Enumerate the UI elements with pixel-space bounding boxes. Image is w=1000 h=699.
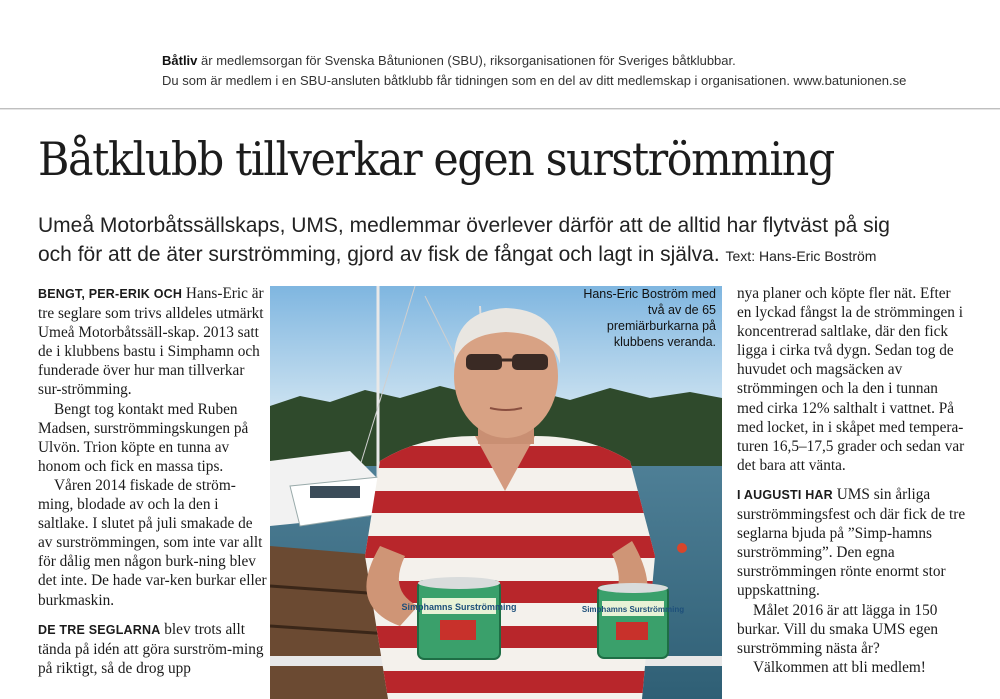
article-headline: Båtklubb tillverkar egen surströmming xyxy=(38,132,834,186)
paragraph xyxy=(737,485,967,601)
info-line-1-text: är medlemsorgan för Svenska Båtunionen (SBU), riksorganisationen för Sveriges båtklubbar. xyxy=(197,53,736,68)
paragraph-text: Hans-Eric är tre seglare som trivs alldeles utmärkt Umeå Motorbåtssäll-skap. 2013 satt de i klubbens bastu i Simphamn och funderade över hur man tillverkar sur-strömming. xyxy=(38,285,264,399)
paragraph-lead-in: DE TRE SEGLARNA xyxy=(38,622,161,637)
paragraph xyxy=(38,620,270,678)
paragraph: Bengt tog kontakt med Ruben Madsen, surströmmingskungen på Ulvön. Trion köpte en tunna av honom och fick en massa tips. xyxy=(38,400,249,475)
info-line-1 xyxy=(162,53,982,68)
photo-caption: Hans-Eric Boström med två av de 65 premiärburkarna på klubbens veranda. xyxy=(583,287,716,349)
article-photo xyxy=(270,286,722,699)
info-line-2: Du som är medlem i en SBU-ansluten båtklubb får tidningen som en del av ditt medlemskap i organisationen. www.batunionen.se xyxy=(162,73,907,88)
paragraph-text: blev trots allt tända på idén att göra surström-ming på riktigt, så de drog upp xyxy=(38,620,264,677)
text-column-right xyxy=(737,284,967,677)
paragraph: Välkommen att bli medlem! xyxy=(753,658,926,676)
paragraph-lead-in: BENGT, PER-ERIK OCH xyxy=(38,287,183,301)
can-left xyxy=(401,577,516,659)
sunglasses xyxy=(466,354,502,370)
can-label-text: Simphamns Surströmming xyxy=(401,602,517,612)
lead-line-2-text: och för att de äter surströmming, gjord av fisk de fångat och lagt in själva. xyxy=(38,243,720,266)
boat-window xyxy=(310,486,360,498)
lead-line-2 xyxy=(38,240,983,271)
byline: Text: Hans-Eric Boström xyxy=(725,248,877,264)
lead-line-1: Umeå Motorbåtssällskaps, UMS, medlemmar överlever därför att de alltid har flytväst på sig xyxy=(38,214,890,237)
buoy xyxy=(677,543,687,553)
masthead-info-bar xyxy=(0,0,1000,109)
magazine-name: Båtliv xyxy=(162,53,198,68)
paragraph: nya planer och köpte fler nät. Efter en lyckad fångst la de strömmingen i koncentrerad saltlake, där den fick ligga i cirka två dygn. Sedan tog de huvudet och magsäcken av strömmingen och la den i tunnan med cirka 12% salthalt i vattnet. På med locket, in i skåpet med tempera-turen 16,5–17,5 grader och sedan var det bara att vänta. xyxy=(737,285,965,474)
can-right xyxy=(582,583,684,658)
article-lead xyxy=(38,211,983,271)
sunglasses xyxy=(512,354,548,370)
can-label-text: Simphamns Surströmming xyxy=(581,605,685,614)
paragraph xyxy=(38,284,270,400)
paragraph-lead-in: I AUGUSTI HAR xyxy=(737,487,833,502)
text-column-left xyxy=(38,284,270,678)
paragraph: Våren 2014 fiskade de ström-ming, blodade av och la den i saltlake. I slutet på juli smakade de av surströmmingen, som inte var allt för dålig men någon burk-ning blev det inte. De hade var-ken burkar eller burkmaskin. xyxy=(38,476,267,609)
paragraph: Målet 2016 är att lägga in 150 burkar. Vill du smaka UMS egen surströmming nästa år? xyxy=(737,601,939,657)
paragraph-text: UMS sin årliga surströmmingsfest och där fick de tre seglarna bjuda på ”Simp-hamns surströmming”. Den egna surströmmingen rönte enormt stor uppskattning. xyxy=(737,485,966,600)
